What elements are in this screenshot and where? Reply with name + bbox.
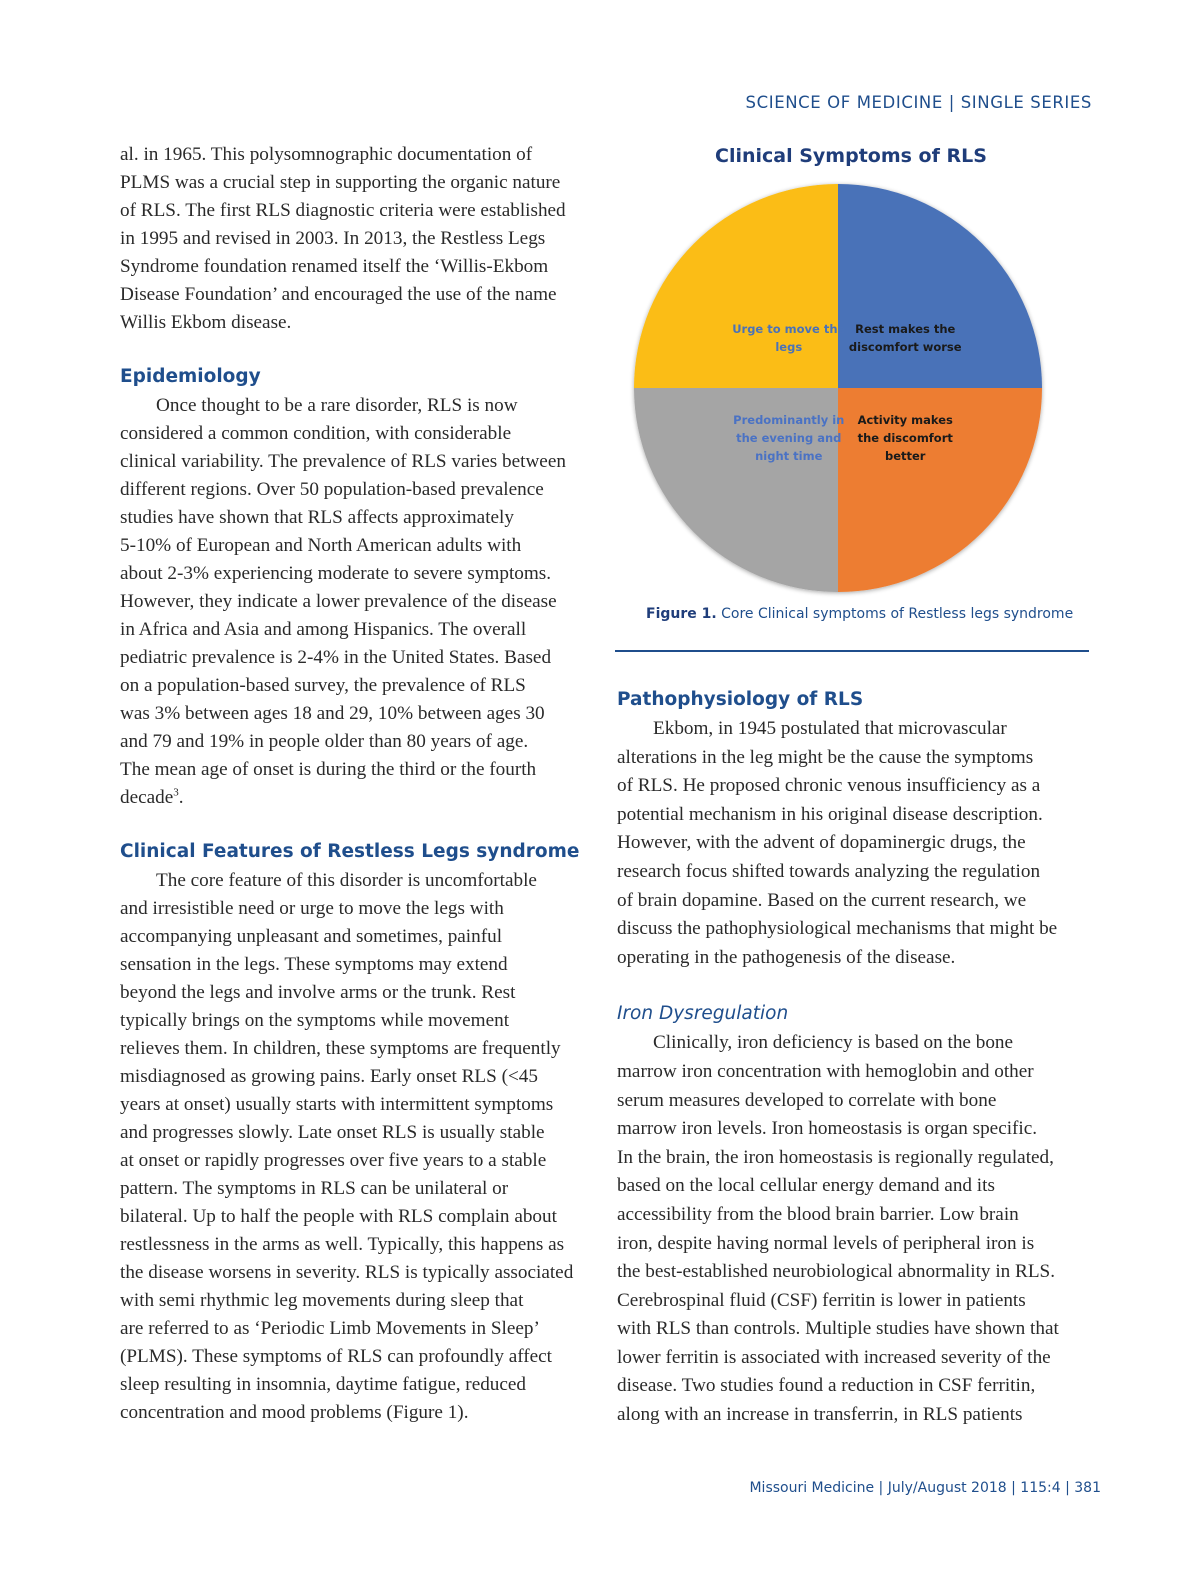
text-line: in 1995 and revised in 2003. In 2013, the Restless Legs bbox=[120, 228, 546, 249]
text: . bbox=[178, 787, 184, 808]
text-line: considered a common condition, with considerable bbox=[120, 423, 512, 444]
text-line: Syndrome foundation renamed itself the ‘Willis-Ekbom bbox=[120, 256, 549, 277]
text-line: misdiagnosed as growing pains. Early onset RLS (<45 bbox=[120, 1066, 538, 1087]
text-line: alterations in the leg might be the cause the symptoms bbox=[617, 746, 1034, 768]
text-line: typically brings on the symptoms while movement bbox=[120, 1010, 510, 1031]
intro-paragraph bbox=[120, 141, 600, 337]
text-line: lower ferritin is associated with increased severity of the bbox=[617, 1346, 1051, 1368]
figure-caption-text: Core Clinical symptoms of Restless legs syndrome bbox=[716, 606, 1074, 622]
text-line: based on the local cellular energy demand and its bbox=[617, 1175, 995, 1197]
text-line: bilateral. Up to half the people with RLS complain about bbox=[120, 1206, 557, 1227]
clinical-features-heading: Clinical Features of Restless Legs syndrome bbox=[120, 841, 580, 862]
text-line: accessibility from the blood brain barrier. Low brain bbox=[617, 1203, 1019, 1225]
text-line: PLMS was a crucial step in supporting the organic nature bbox=[120, 172, 561, 193]
text-line: disease. Two studies found a reduction in CSF ferritin, bbox=[617, 1375, 1036, 1397]
text-line: sleep resulting in insomnia, daytime fatigue, reduced bbox=[120, 1374, 527, 1395]
text-line: and 79 and 19% in people older than 80 years of age. bbox=[120, 731, 529, 752]
text-line: the best-established neurobiological abnormality in RLS. bbox=[617, 1261, 1056, 1283]
text-line: discuss the pathophysiological mechanisms that might be bbox=[617, 918, 1058, 940]
text-line: different regions. Over 50 population-based prevalence bbox=[120, 479, 544, 500]
text-line: with semi rhythmic leg movements during sleep that bbox=[120, 1290, 524, 1311]
slice-label-line: the evening and bbox=[736, 430, 842, 445]
slice-label-line: night time bbox=[755, 448, 823, 463]
text-line: concentration and mood problems (Figure 1). bbox=[120, 1402, 469, 1423]
text-line: and irresistible need or urge to move the legs with bbox=[120, 898, 504, 919]
text-line: relieves them. In children, these symptoms are frequently bbox=[120, 1038, 561, 1059]
text-line: The core feature of this disorder is uncomfortable bbox=[156, 870, 537, 891]
text-line: on a population-based survey, the prevalence of RLS bbox=[120, 675, 526, 696]
text-line: marrow iron concentration with hemoglobin and other bbox=[617, 1060, 1034, 1082]
pathophysiology-heading: Pathophysiology of RLS bbox=[617, 689, 864, 710]
iron-dysregulation-heading: Iron Dysregulation bbox=[617, 1003, 789, 1025]
text-line: iron, despite having normal levels of peripheral iron is bbox=[617, 1232, 1035, 1254]
text-line: serum measures developed to correlate with bone bbox=[617, 1089, 997, 1111]
running-header: SCIENCE OF MEDICINE | SINGLE SERIES bbox=[745, 93, 1092, 112]
text-line: was 3% between ages 18 and 29, 10% between ages 30 bbox=[120, 703, 545, 724]
text-line: Clinically, iron deficiency is based on the bone bbox=[653, 1032, 1014, 1054]
text-line: of brain dopamine. Based on the current research, we bbox=[617, 889, 1027, 911]
chart-title: Clinical Symptoms of RLS bbox=[715, 145, 987, 167]
text-line: of RLS. The first RLS diagnostic criteria were established bbox=[120, 200, 566, 221]
text-line: marrow iron levels. Iron homeostasis is organ specific. bbox=[617, 1118, 1038, 1140]
text-line: at onset or rapidly progresses over five years to a stable bbox=[120, 1150, 547, 1171]
pathophysiology-paragraph bbox=[617, 715, 1097, 972]
text-line: operating in the pathogenesis of the disease. bbox=[617, 946, 956, 968]
slice-label-line: Rest makes the bbox=[855, 322, 956, 337]
left-column bbox=[120, 141, 600, 1427]
text-line: Ekbom, in 1945 postulated that microvascular bbox=[653, 718, 1007, 739]
text-line: accompanying unpleasant and sometimes, painful bbox=[120, 926, 503, 947]
clinical-features-paragraph bbox=[120, 867, 600, 1427]
pie-chart bbox=[620, 170, 1060, 610]
slice-label-line: discomfort worse bbox=[848, 340, 962, 355]
pie-slice bbox=[838, 184, 1042, 388]
slice-label-line: better bbox=[884, 448, 926, 463]
text-line: Disease Foundation’ and encouraged the use of the name bbox=[120, 284, 557, 305]
text-line: pediatric prevalence is 2-4% in the United States. Based bbox=[120, 647, 552, 668]
epidemiology-heading: Epidemiology bbox=[120, 366, 261, 387]
text-line: beyond the legs and involve arms or the trunk. Rest bbox=[120, 982, 516, 1003]
text-line: and progresses slowly. Late onset RLS is usually stable bbox=[120, 1122, 545, 1143]
text-line: However, with the advent of dopaminergic drugs, the bbox=[617, 832, 1026, 854]
text-line: potential mechanism in his original disease description. bbox=[617, 803, 1043, 825]
page-footer: Missouri Medicine | July/August 2018 | 115:4 | 381 bbox=[749, 1480, 1101, 1496]
slice-label-line: Predominantly in bbox=[733, 412, 845, 427]
text-line: research focus shifted towards analyzing the regulation bbox=[617, 860, 1041, 882]
slice-label-line: legs bbox=[775, 340, 803, 355]
text-line: al. in 1965. This polysomnographic documentation of bbox=[120, 144, 533, 165]
figure-caption bbox=[646, 606, 1073, 622]
text-line: in Africa and Asia and among Hispanics. The overall bbox=[120, 619, 527, 640]
text-line: of RLS. He proposed chronic venous insufficiency as a bbox=[617, 775, 1041, 797]
text-line: restlessness in the arms as well. Typically, this happens as bbox=[120, 1234, 565, 1255]
iron-dysregulation-paragraph bbox=[617, 1029, 1097, 1429]
text-line: clinical variability. The prevalence of RLS varies between bbox=[120, 451, 566, 472]
slice-label-line: Urge to move the bbox=[732, 322, 846, 337]
text-line: about 2-3% experiencing moderate to severe symptoms. bbox=[120, 563, 552, 584]
text-line: (PLMS). These symptoms of RLS can profoundly affect bbox=[120, 1346, 553, 1367]
text: decade bbox=[120, 787, 174, 808]
figure-label: Figure 1. bbox=[646, 606, 717, 622]
text-line: In the brain, the iron homeostasis is regionally regulated, bbox=[617, 1146, 1054, 1168]
text-line: However, they indicate a lower prevalence of the disease bbox=[120, 591, 557, 612]
right-column bbox=[617, 685, 1097, 1430]
section-divider bbox=[615, 650, 1089, 652]
text-line: the disease worsens in severity. RLS is typically associated bbox=[120, 1262, 574, 1283]
text-line: are referred to as ‘Periodic Limb Movements in Sleep’ bbox=[120, 1318, 540, 1339]
text-line: Cerebrospinal fluid (CSF) ferritin is lower in patients bbox=[617, 1289, 1026, 1311]
text-line: Willis Ekbom disease. bbox=[120, 312, 292, 333]
text-line: with RLS than controls. Multiple studies have shown that bbox=[617, 1318, 1059, 1340]
text-line: pattern. The symptoms in RLS can be unilateral or bbox=[120, 1178, 509, 1199]
text-line: studies have shown that RLS affects approximately bbox=[120, 507, 514, 528]
slice-label-line: the discomfort bbox=[857, 430, 953, 445]
text-line: 5-10% of European and North American adults with bbox=[120, 535, 522, 556]
pie-slice bbox=[634, 184, 838, 388]
epidemiology-paragraph bbox=[120, 392, 600, 812]
text-line: Once thought to be a rare disorder, RLS is now bbox=[156, 395, 518, 416]
reference-superscript[interactable]: 3 bbox=[173, 786, 179, 799]
text-line: The mean age of onset is during the third or the fourth bbox=[120, 759, 537, 780]
text-line: sensation in the legs. These symptoms may extend bbox=[120, 954, 508, 975]
text-line: years at onset) usually starts with intermittent symptoms bbox=[120, 1094, 554, 1115]
text-line: along with an increase in transferrin, in RLS patients bbox=[617, 1404, 1023, 1426]
slice-label-line: Activity makes bbox=[857, 412, 953, 427]
